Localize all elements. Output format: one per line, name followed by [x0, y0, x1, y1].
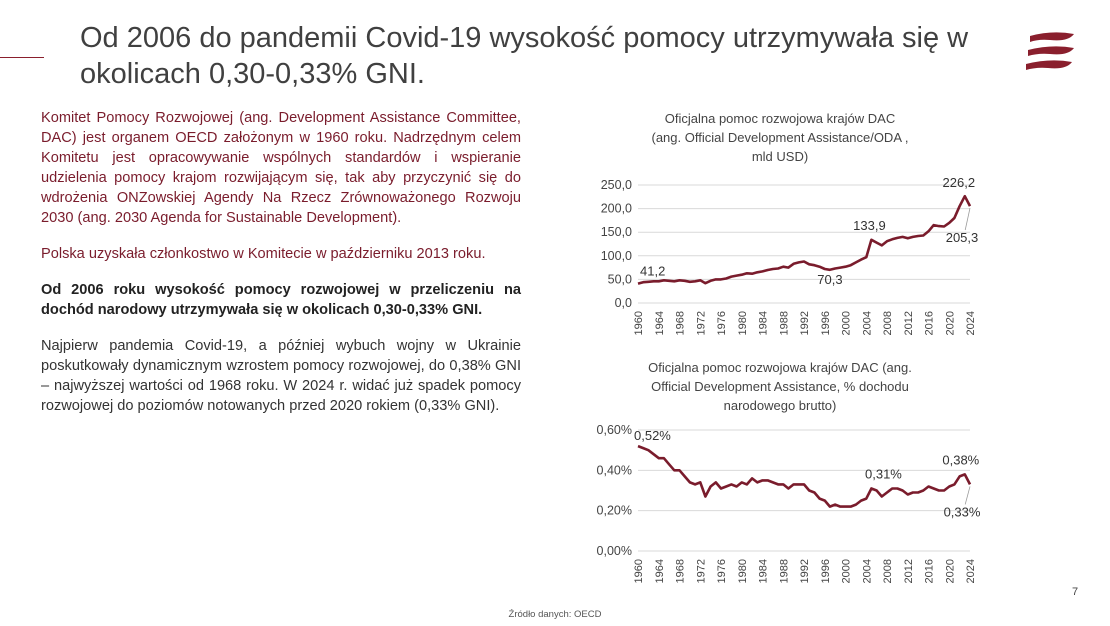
data-label: 0,31%	[865, 466, 902, 482]
covid-war-paragraph: Najpierw pandemia Covid-19, a później wybuch wojny w Ukrainie poskutkowały dynamicznym wzrostem pomocy rozwojowej, do 0,38% GNI – najwyższej wartości od 1968 roku. W 2024 r. widać już spadek pomocy rozwojowej do poziomów notowanych przed 2020 rokiem (0,33% GNI).	[41, 338, 521, 414]
oda-gni-chart-title	[600, 358, 960, 415]
oda-usd-chart-title	[600, 109, 960, 166]
x-tick-label: 2008	[882, 559, 894, 584]
x-tick-label: 1992	[799, 311, 811, 336]
x-tick-label: 2000	[840, 311, 853, 336]
data-label: 205,3	[945, 230, 979, 246]
page-number: 7	[1072, 586, 1079, 598]
source-note: Źródło danych: OECD	[508, 609, 602, 620]
data-label: 41,2	[640, 263, 666, 279]
x-tick-label: 2024	[965, 311, 977, 336]
x-tick-label: 1996	[819, 311, 832, 336]
x-tick-label: 1964	[653, 559, 666, 584]
top-divider-line	[0, 57, 44, 58]
x-tick-label: 1968	[674, 311, 687, 336]
description-column	[41, 108, 521, 432]
y-tick-label: 0,00%	[596, 544, 632, 558]
x-tick-label: 1976	[716, 311, 728, 336]
x-tick-label: 1980	[736, 559, 749, 584]
stacked-waves-logo-icon	[1024, 28, 1078, 78]
x-tick-label: 1964	[653, 311, 666, 336]
key-finding-paragraph: Od 2006 roku wysokość pomocy rozwojowej w przeliczeniu na dochód narodowy utrzymywała się w okolicach 0,30-0,33% GNI.	[41, 282, 521, 318]
x-tick-label: 1992	[799, 559, 811, 584]
chart-title-line: Oficjalna pomoc rozwojowa krajów DAC	[664, 111, 896, 126]
dac-description-paragraph: Komitet Pomocy Rozwojowej (ang. Development Assistance Committee, DAC) jest organem OECD założonym w 1960 roku. Nadrzędnym celem Komitetu jest opracowywanie wspólnych standardów i wspieranie udzielenia pomocy krajom rozwijającym się, tak aby przyczynić się do wdrożenia ONZowskiej Agendy Na Rzecz Zrównoważonego Rozwoju 2030 (ang. 2030 Agenda for Sustainable Development).	[41, 110, 521, 226]
y-tick-label: 250,0	[600, 178, 632, 192]
chart-title-line: mld USD)	[751, 149, 809, 164]
chart-title-line: narodowego brutto)	[723, 398, 837, 413]
y-tick-label: 150,0	[600, 225, 632, 240]
x-tick-label: 1984	[757, 559, 770, 584]
y-tick-label: 200,0	[600, 201, 632, 216]
oda-usd-line-chart	[560, 170, 990, 370]
x-tick-label: 1960	[633, 559, 645, 584]
data-label: 226,2	[942, 175, 976, 191]
x-tick-label: 1984	[757, 311, 770, 336]
x-tick-label: 1960	[633, 311, 645, 336]
chart-title-line: Official Development Assistance, % dochodu	[651, 379, 909, 394]
x-tick-label: 2016	[923, 311, 936, 336]
series-line	[638, 196, 970, 283]
poland-membership-paragraph: Polska uzyskała członkostwo w Komitecie w październiku 2013 roku.	[41, 246, 486, 262]
y-tick-label: 100,0	[600, 248, 632, 263]
x-tick-label: 2008	[882, 311, 894, 336]
data-label: 0,38%	[942, 452, 980, 468]
x-tick-label: 2004	[861, 559, 874, 584]
x-tick-label: 1980	[736, 311, 749, 336]
x-tick-label: 1968	[674, 559, 687, 584]
y-tick-label: 0,20%	[596, 503, 632, 518]
slide-title: Od 2006 do pandemii Covid-19 wysokość pomocy utrzymywała się w okolicach 0,30-0,33% GNI.	[80, 22, 969, 90]
x-tick-label: 2024	[965, 559, 977, 584]
x-tick-label: 2000	[840, 559, 853, 584]
y-tick-label: 0,40%	[596, 463, 632, 478]
x-tick-label: 1972	[695, 559, 708, 584]
x-tick-label: 1988	[778, 559, 791, 584]
oda-gni-line-chart	[560, 418, 990, 598]
data-label: 133,9	[853, 217, 886, 233]
x-tick-label: 1976	[716, 559, 728, 584]
x-tick-label: 2020	[944, 559, 957, 584]
y-tick-label: 50,0	[607, 272, 632, 287]
annotation-leader-line	[965, 208, 970, 230]
x-tick-label: 2012	[902, 311, 915, 336]
data-label: 0,52%	[634, 428, 671, 444]
annotation-leader-line	[965, 486, 970, 504]
x-tick-label: 1988	[778, 311, 791, 336]
y-tick-label: 0,0	[614, 296, 632, 310]
x-tick-label: 1972	[695, 311, 708, 336]
chart-title-line: (ang. Official Development Assistance/ODA ,	[651, 130, 909, 145]
data-label: 0,33%	[943, 504, 981, 520]
x-tick-label: 1996	[819, 559, 832, 584]
x-tick-label: 2012	[902, 559, 915, 584]
series-line	[638, 446, 970, 507]
x-tick-label: 2016	[923, 559, 936, 584]
x-tick-label: 2020	[944, 311, 957, 336]
x-tick-label: 2004	[861, 311, 874, 336]
data-label: 70,3	[817, 271, 843, 287]
chart-title-line: Oficjalna pomoc rozwojowa krajów DAC (ang.	[648, 360, 912, 375]
y-tick-label: 0,60%	[596, 423, 632, 437]
